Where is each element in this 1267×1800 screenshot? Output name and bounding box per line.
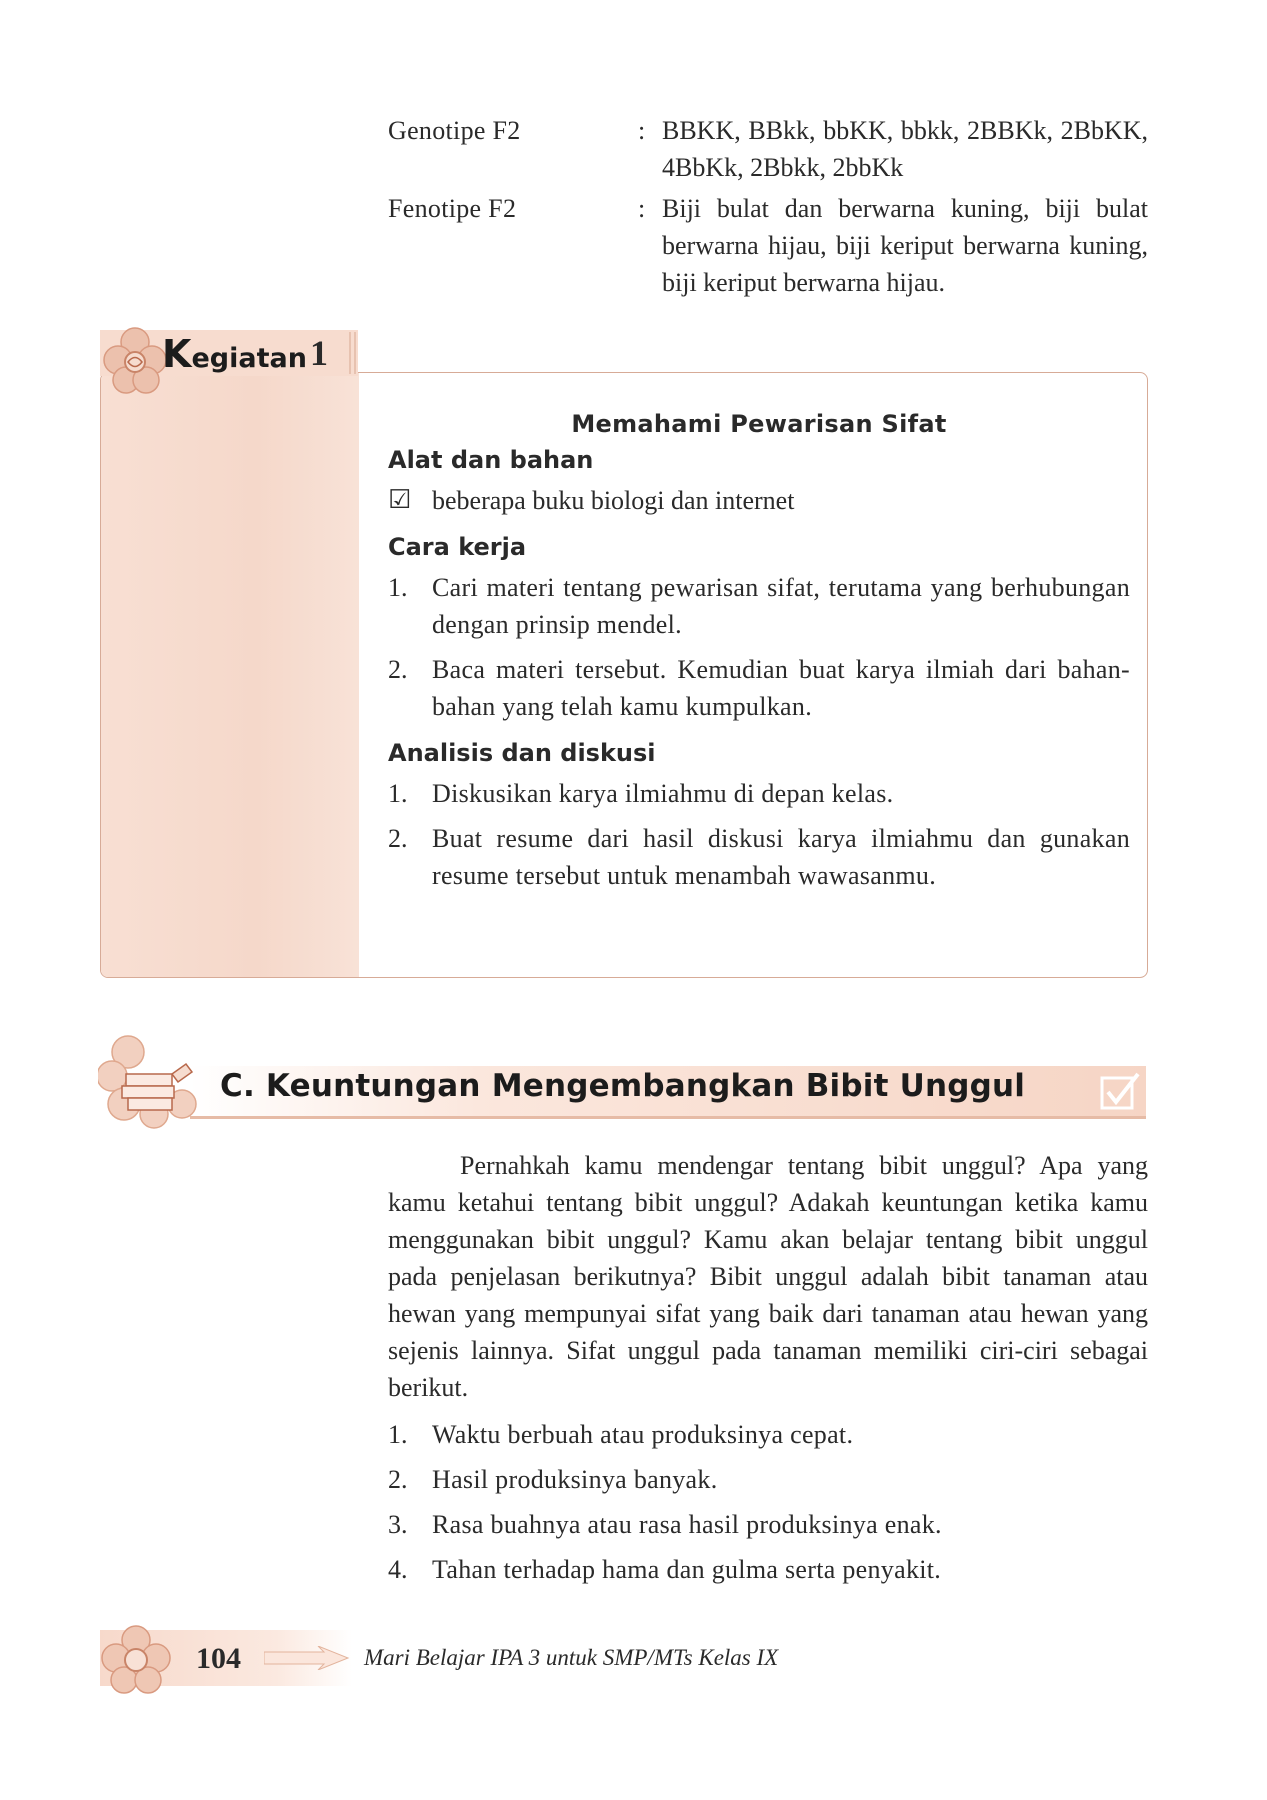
list-number: 2. — [388, 655, 408, 684]
list-text: Diskusikan karya ilmiahmu di depan kelas. — [432, 779, 894, 808]
books-flower-icon — [98, 1030, 208, 1130]
list-number: 1. — [388, 779, 408, 808]
list-number: 2. — [388, 824, 408, 853]
analysis-list — [388, 775, 1130, 894]
list-number: 1. — [388, 573, 408, 602]
page-number: 104 — [196, 1642, 241, 1675]
list-item — [388, 1461, 1148, 1498]
list-text: Rasa buahnya atau rasa hasil produksinya enak. — [432, 1510, 942, 1539]
list-number: 1. — [388, 1420, 408, 1449]
traits-list — [388, 1416, 1148, 1596]
book-title: Mari Belajar IPA 3 untuk SMP/MTs Kelas IX — [364, 1645, 779, 1670]
list-number: 3. — [388, 1510, 408, 1539]
checkmark-icon — [1098, 1068, 1144, 1114]
materials-title: Alat dan bahan — [388, 446, 594, 474]
material-item — [388, 482, 1130, 519]
list-text: Waktu berbuah atau produksinya cepat. — [432, 1420, 854, 1449]
flower-ornament-icon — [100, 322, 170, 398]
list-text: Tahan terhadap hama dan gulma serta penyakit. — [432, 1555, 942, 1584]
genetics-summary — [388, 112, 1148, 301]
kegiatan-title — [162, 332, 307, 376]
list-number: 4. — [388, 1555, 408, 1584]
phenotype-row — [388, 190, 1148, 301]
list-item — [388, 1506, 1148, 1543]
kegiatan-initial: K — [162, 332, 192, 376]
kegiatan-heading: Memahami Pewarisan Sifat — [571, 410, 947, 438]
list-number: 2. — [388, 1465, 408, 1494]
list-item — [388, 1416, 1148, 1453]
list-text: Hasil produksinya banyak. — [432, 1465, 718, 1494]
section-header-underline — [190, 1116, 1146, 1119]
arrow-ornament-icon — [264, 1646, 354, 1670]
genotype-value: BBKK, BBkk, bbKK, bbkk, 2BBKk, 2BbKK, 4BbKk, 2Bbkk, 2bbKk — [662, 116, 1148, 182]
kegiatan-number: 1 — [310, 333, 328, 373]
material-text: beberapa buku biologi dan internet — [432, 486, 795, 515]
list-text: Baca materi tersebut. Kemudian buat karya ilmiah dari bahan-bahan yang telah kamu kumpulkan. — [432, 655, 1130, 721]
method-title: Cara kerja — [388, 533, 527, 561]
list-item — [388, 775, 1130, 812]
genotype-row — [388, 112, 1148, 186]
list-item — [388, 651, 1130, 725]
section-title: C. Keuntungan Mengembangkan Bibit Unggul — [220, 1068, 1026, 1104]
kegiatan-title-rest: egiatan — [191, 343, 307, 374]
kegiatan-side-panel — [101, 373, 359, 977]
analysis-title: Analisis dan diskusi — [388, 739, 656, 767]
phenotype-separator: : — [638, 194, 646, 223]
list-text: Cari materi tentang pewarisan sifat, terutama yang berhubungan dengan prinsip mendel. — [432, 573, 1130, 639]
list-text: Buat resume dari hasil diskusi karya ilmiahmu dan gunakan resume tersebut untuk menambah wawasanmu. — [432, 824, 1130, 890]
section-paragraph: Pernahkah kamu mendengar tentang bibit unggul? Apa yang kamu ketahui tentang bibit unggul? Adakah keuntungan ketika kamu menggunakan bibit unggul? Kamu akan belajar tentang bibit unggul pada penjelasan berikutnya? Bibit unggul adalah bibit tanaman atau hewan yang mempunyai sifat yang baik dari tanaman atau hewan yang sejenis lainnya. Sifat unggul pada tanaman memiliki ciri-ciri sebagai berikut. — [388, 1151, 1148, 1402]
phenotype-value: Biji bulat dan berwarna kuning, biji bulat berwarna hijau, biji keriput berwarna kuning, biji keriput berwarna hijau. — [662, 194, 1148, 297]
method-list — [388, 569, 1130, 725]
list-item — [388, 569, 1130, 643]
genotype-separator: : — [638, 116, 646, 145]
phenotype-label: Fenotipe F2 — [388, 194, 517, 223]
kegiatan-content — [388, 404, 1130, 908]
flower-ornament-icon — [100, 1622, 172, 1698]
list-item — [388, 1551, 1148, 1588]
list-item — [388, 820, 1130, 894]
genotype-label: Genotipe F2 — [388, 116, 521, 145]
checkbox-icon: ☑ — [388, 485, 412, 515]
